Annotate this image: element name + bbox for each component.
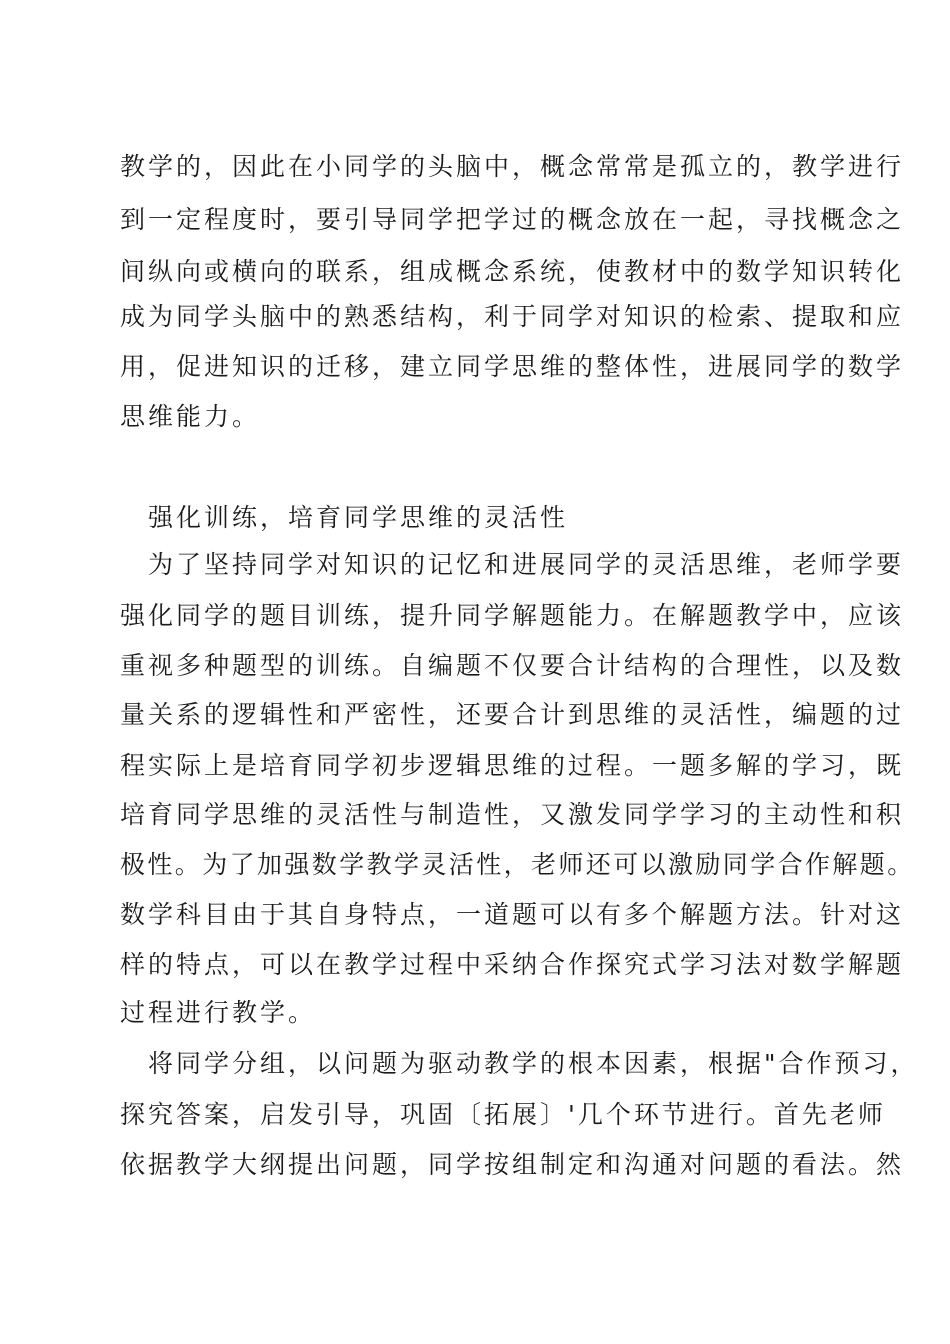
paragraph-3-line: 将同学分组，以问题为驱动教学的根本因素，根据"合作预习， — [148, 1049, 919, 1078]
paragraph-1-line: 成为同学头脑中的熟悉结构，利于同学对知识的检索、提取和应 — [120, 302, 905, 331]
paragraph-3-line: 探究答案，启发引导，巩固〔拓展〕'几个环节进行。首先老师 — [120, 1100, 886, 1129]
paragraph-2-line: 量关系的逻辑性和严密性，还要合计到思维的灵活性，编题的过 — [120, 700, 905, 729]
paragraph-1-line: 思维能力。 — [120, 402, 261, 431]
paragraph-2-line: 极性。为了加强数学教学灵活性，老师还可以激励同学合作解题。 — [120, 850, 915, 879]
paragraph-1-line: 教学的，因此在小同学的头脑中，概念常常是孤立的，教学进行 — [120, 152, 905, 181]
paragraph-1-line: 用，促进知识的迁移，建立同学思维的整体性，进展同学的数学 — [120, 352, 905, 381]
paragraph-1-line: 到一定程度时，要引导同学把学过的概念放在一起，寻找概念之 — [120, 205, 905, 234]
section-heading: 强化训练，培育同学思维的灵活性 — [148, 503, 569, 532]
paragraph-2-line: 数学科目由于其自身特点，一道题可以有多个解题方法。针对这 — [120, 900, 905, 929]
paragraph-2-line: 样的特点，可以在教学过程中采纳合作探究式学习法对数学解题 — [120, 950, 905, 979]
paragraph-2-line: 强化同学的题目训练，提升同学解题能力。在解题教学中，应该 — [120, 601, 905, 630]
paragraph-1-line: 间纵向或横向的联系，组成概念系统，使教材中的数学知识转化 — [120, 257, 905, 286]
paragraph-2-line: 为了坚持同学对知识的记忆和进展同学的灵活思维，老师学要 — [148, 550, 905, 579]
paragraph-2-line: 重视多种题型的训练。自编题不仅要合计结构的合理性，以及数 — [120, 651, 905, 680]
paragraph-2-line: 过程进行教学。 — [120, 998, 317, 1027]
paragraph-2-line: 培育同学思维的灵活性与制造性，又激发同学学习的主动性和积 — [120, 800, 905, 829]
paragraph-3-line: 依据教学大纲提出问题，同学按组制定和沟通对问题的看法。然 — [120, 1150, 905, 1179]
paragraph-2-line: 程实际上是培育同学初步逻辑思维的过程。一题多解的学习，既 — [120, 751, 905, 780]
